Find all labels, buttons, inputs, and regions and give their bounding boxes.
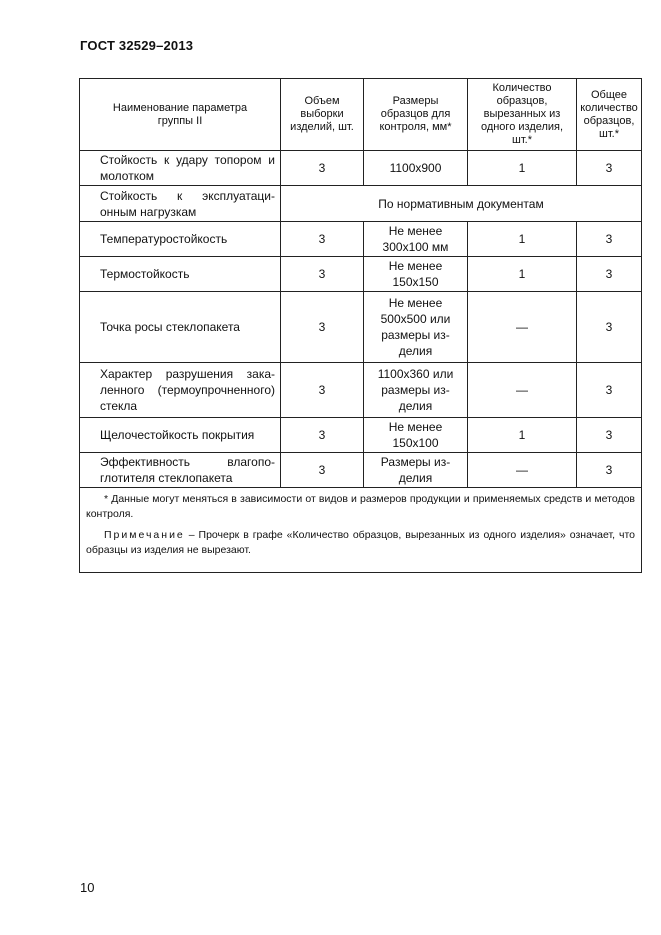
param-name: Стойкость к эксплуатаци-онным нагрузкам bbox=[80, 186, 281, 222]
document-header: ГОСТ 32529–2013 bbox=[80, 38, 194, 53]
sample-size: 3 bbox=[281, 363, 364, 418]
param-name: Термостойкость bbox=[80, 257, 281, 292]
specimen-count: 1 bbox=[468, 151, 577, 186]
parameters-table bbox=[79, 78, 642, 573]
param-name: Щелочестойкость покрытия bbox=[80, 418, 281, 453]
remark-label: Примечание bbox=[104, 529, 185, 541]
total-count: 3 bbox=[577, 418, 642, 453]
page-number: 10 bbox=[80, 880, 95, 895]
table-row bbox=[80, 222, 642, 257]
col-header-count: Количество образцов, вырезанных из одного изделия, шт.* bbox=[468, 79, 577, 151]
specimen-size: Не менее 150x150 bbox=[364, 257, 468, 292]
col-header-name: Наименование параметра группы II bbox=[80, 79, 281, 151]
merged-value: По нормативным документам bbox=[281, 186, 642, 222]
specimen-size: Не менее 150x100 bbox=[364, 418, 468, 453]
total-count: 3 bbox=[577, 151, 642, 186]
total-count: 3 bbox=[577, 292, 642, 363]
table-row bbox=[80, 186, 642, 222]
specimen-count: — bbox=[468, 292, 577, 363]
param-name: Точка росы стеклопакета bbox=[80, 292, 281, 363]
total-count: 3 bbox=[577, 453, 642, 488]
specimen-size: Не менее 500x500 или размеры из-делия bbox=[364, 292, 468, 363]
sample-size: 3 bbox=[281, 222, 364, 257]
total-count: 3 bbox=[577, 363, 642, 418]
table-row bbox=[80, 363, 642, 418]
param-name: Стойкость к удару топором и молотком bbox=[80, 151, 281, 186]
table-header-row bbox=[80, 79, 642, 151]
sample-size: 3 bbox=[281, 257, 364, 292]
table-row bbox=[80, 418, 642, 453]
table-row bbox=[80, 257, 642, 292]
param-name: Температуростойкость bbox=[80, 222, 281, 257]
total-count: 3 bbox=[577, 222, 642, 257]
table-row bbox=[80, 151, 642, 186]
col-header-sample: Объем выборки изделий, шт. bbox=[281, 79, 364, 151]
table-row bbox=[80, 453, 642, 488]
col-header-size: Размеры образцов для контроля, мм* bbox=[364, 79, 468, 151]
specimen-count: — bbox=[468, 363, 577, 418]
table-notes bbox=[80, 488, 642, 573]
specimen-size: Размеры из-делия bbox=[364, 453, 468, 488]
sample-size: 3 bbox=[281, 292, 364, 363]
total-count: 3 bbox=[577, 257, 642, 292]
sample-size: 3 bbox=[281, 453, 364, 488]
param-name: Эффективность влагопо-глотителя стеклопакета bbox=[80, 453, 281, 488]
remark bbox=[86, 528, 635, 558]
specimen-count: 1 bbox=[468, 222, 577, 257]
specimen-count: 1 bbox=[468, 257, 577, 292]
notes-row bbox=[80, 488, 642, 573]
specimen-size: 1100x900 bbox=[364, 151, 468, 186]
specimen-count: — bbox=[468, 453, 577, 488]
remark-text: – Прочерк в графе «Количество образцов, вырезанных из одного изделия» означает, что образцы из изделия не вырезают. bbox=[86, 529, 635, 556]
specimen-count: 1 bbox=[468, 418, 577, 453]
col-header-total: Общее количество образцов, шт.* bbox=[577, 79, 642, 151]
sample-size: 3 bbox=[281, 418, 364, 453]
specimen-size: 1100x360 или размеры из-делия bbox=[364, 363, 468, 418]
sample-size: 3 bbox=[281, 151, 364, 186]
param-name: Характер разрушения зака-ленного (термоупрочненного) стекла bbox=[80, 363, 281, 418]
table-row bbox=[80, 292, 642, 363]
footnote: * Данные могут меняться в зависимости от видов и размеров продукции и применяемых средств и методов контроля. bbox=[86, 493, 635, 520]
specimen-size: Не менее 300x100 мм bbox=[364, 222, 468, 257]
